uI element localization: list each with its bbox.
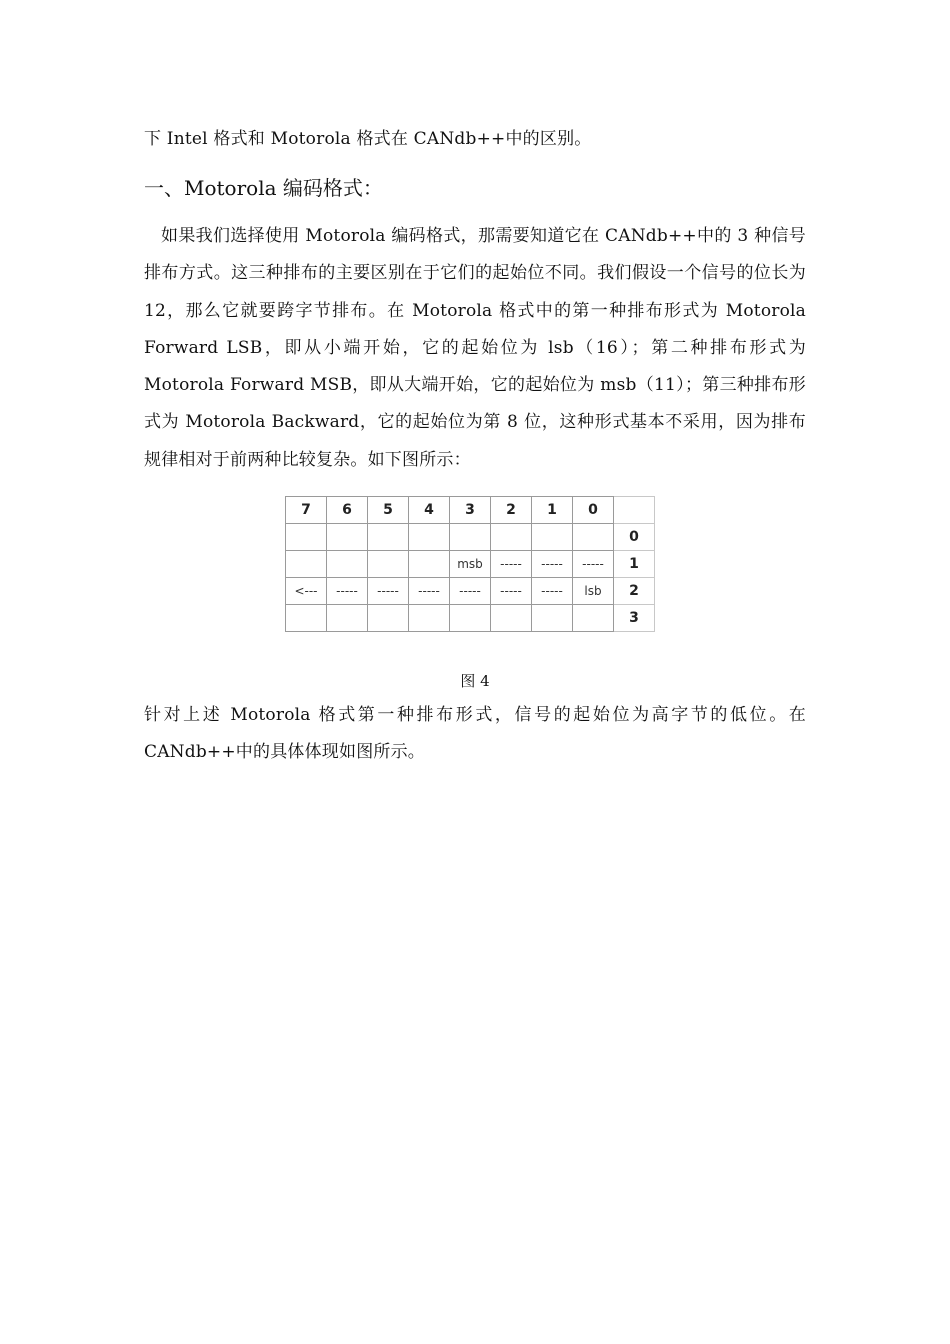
bit-layout-table <box>285 496 655 632</box>
bit-cell: ----- <box>409 578 450 605</box>
bit-cell: ----- <box>327 578 368 605</box>
bit-cell <box>327 551 368 578</box>
table-header-row <box>286 497 655 524</box>
bit-cell: ----- <box>532 578 573 605</box>
bit-header-cell: 5 <box>368 497 409 524</box>
bit-cell <box>532 524 573 551</box>
bit-cell <box>491 605 532 632</box>
bit-cell: ----- <box>573 551 614 578</box>
bit-cell <box>327 605 368 632</box>
bit-cell <box>491 524 532 551</box>
bit-cell: ----- <box>532 551 573 578</box>
bit-cell <box>450 605 491 632</box>
figure-caption: 图 4 <box>460 672 490 690</box>
bit-cell <box>573 605 614 632</box>
bit-cell: msb <box>450 551 491 578</box>
byte-index-cell: 2 <box>614 578 655 605</box>
bit-cell <box>368 524 409 551</box>
section-heading: 一、Motorola 编码格式： <box>144 176 383 200</box>
after-paragraph: 针对上述 Motorola 格式第一种排布形式，信号的起始位为高字节的低位。在 CANdb++中的具体体现如图所示。 <box>144 705 806 763</box>
table-corner-cell <box>614 497 655 524</box>
table-row <box>286 551 655 578</box>
bit-cell: lsb <box>573 578 614 605</box>
byte-index-cell: 3 <box>614 605 655 632</box>
bit-cell <box>368 605 409 632</box>
byte-index-cell: 1 <box>614 551 655 578</box>
bit-header-cell: 7 <box>286 497 327 524</box>
bit-cell: ----- <box>491 551 532 578</box>
bit-cell: ----- <box>491 578 532 605</box>
bit-cell: <--- <box>286 578 327 605</box>
intro-text: 下 Intel 格式和 Motorola 格式在 CANdb++中的区别。 <box>144 129 592 149</box>
bit-cell <box>286 524 327 551</box>
bit-cell <box>409 605 450 632</box>
bit-header-cell: 4 <box>409 497 450 524</box>
table-row <box>286 605 655 632</box>
bit-cell <box>327 524 368 551</box>
bit-cell <box>286 605 327 632</box>
table-row <box>286 524 655 551</box>
table-row <box>286 578 655 605</box>
bit-cell: ----- <box>368 578 409 605</box>
bit-cell <box>450 524 491 551</box>
main-paragraph: 如果我们选择使用 Motorola 编码格式，那需要知道它在 CANdb++中的 3 种信号排布方式。这三种排布的主要区别在于它们的起始位不同。我们假设一个信号的位长为 12，那么它就要跨字节排布。在 Motorola 格式中的第一种排布形式为 Motorola Forward LSB，即从小端开始，它的起始位为 lsb（16）；第二种排布形式为 Motorola Forward MSB，即从大端开始，它的起始位为 msb（11）；第三种排布形式为 Motorola Backward，它的起始位为第 8 位，这种形式基本不采用，因为排布规律相对于前两种比较复杂。如下图所示： <box>144 226 806 470</box>
bit-header-cell: 1 <box>532 497 573 524</box>
bit-cell <box>532 605 573 632</box>
bit-cell <box>409 524 450 551</box>
bit-cell <box>286 551 327 578</box>
bit-cell <box>409 551 450 578</box>
byte-index-cell: 0 <box>614 524 655 551</box>
bit-cell: ----- <box>450 578 491 605</box>
bit-header-cell: 0 <box>573 497 614 524</box>
bit-header-cell: 2 <box>491 497 532 524</box>
bit-cell <box>573 524 614 551</box>
bit-header-cell: 3 <box>450 497 491 524</box>
bit-header-cell: 6 <box>327 497 368 524</box>
bit-cell <box>368 551 409 578</box>
